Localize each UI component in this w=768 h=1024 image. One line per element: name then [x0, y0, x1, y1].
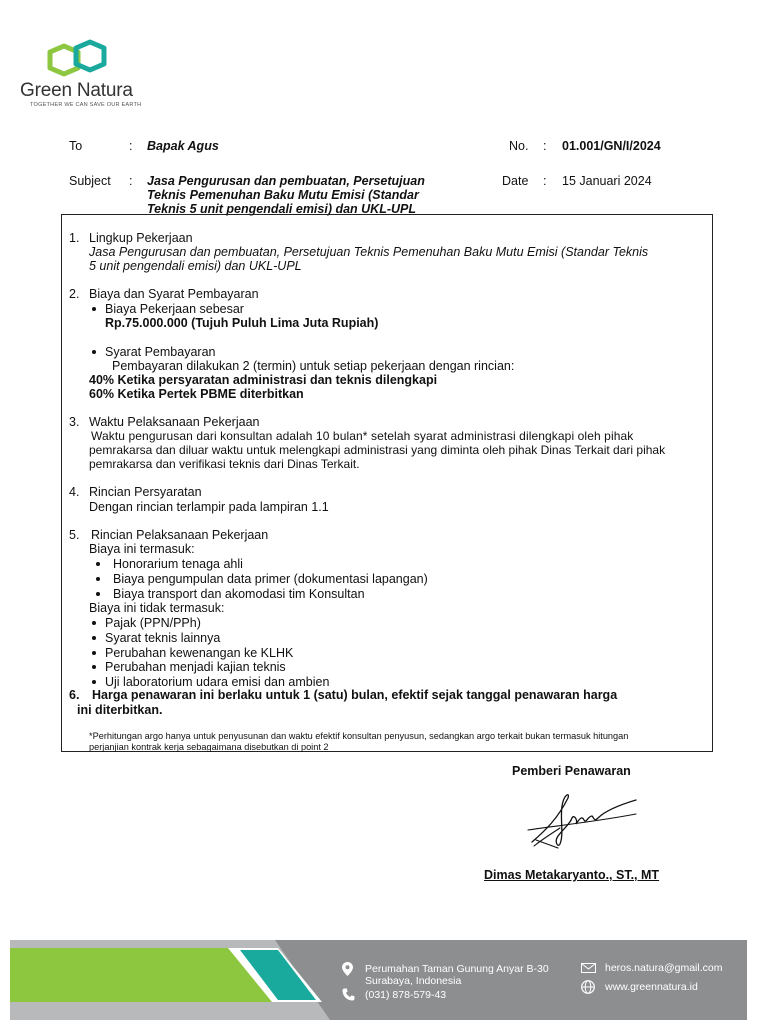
subject-label: Subject: [69, 174, 111, 188]
signer-name: Dimas Metakaryanto., ST., MT: [484, 868, 660, 882]
section-1-title: Lingkup Pekerjaan: [89, 231, 193, 245]
to-value: Bapak Agus: [147, 139, 219, 153]
bullet-dot: [92, 621, 96, 625]
section-5-number: 5.: [69, 528, 80, 542]
section-3-line-1: Waktu pengurusan dari konsultan adalah 10 bulan* setelah syarat administrasi dilengkapi oleh pihak: [91, 429, 634, 443]
footer-address-line-1: Perumahan Taman Gunung Anyar B-30: [365, 963, 549, 975]
footer-website: www.greennatura.id: [605, 981, 698, 993]
included-item: Biaya transport dan akomodasi tim Konsultan: [113, 587, 365, 601]
bullet-dot: [92, 636, 96, 640]
excluded-item: Syarat teknis lainnya: [105, 631, 221, 645]
section-1-number: 1.: [69, 231, 80, 245]
green-natura-logo-mark: [46, 38, 108, 80]
excluded-item: Perubahan menjadi kajian teknis: [105, 660, 286, 674]
logo-tagline: TOGETHER WE CAN SAVE OUR EARTH: [30, 102, 142, 108]
bullet-dot: [96, 577, 100, 581]
section-1-line-1: Jasa Pengurusan dan pembuatan, Persetujuan Teknis Pemenuhan Baku Mutu Emisi (Standar Teknis: [89, 245, 649, 259]
section-4-text: Dengan rincian terlampir pada lampiran 1.1: [89, 500, 329, 514]
phone-icon: [342, 988, 355, 1001]
payment-term-1: 40% Ketika persyaratan administrasi dan teknis dilengkapi: [89, 373, 438, 387]
footer-email: heros.natura@gmail.com: [605, 962, 723, 974]
section-3-line-3: pemrakarsa dan verifikasi teknis dari Dinas Terkait.: [89, 457, 360, 471]
no-label: No.: [509, 139, 529, 153]
to-colon: :: [129, 139, 133, 153]
bullet-dot: [92, 307, 96, 311]
date-value: 15 Januari 2024: [562, 174, 652, 188]
section-3-number: 3.: [69, 415, 80, 429]
subject-line-2: Teknis Pemenuhan Baku Mutu Emisi (Standar: [147, 188, 419, 202]
signer-title: Pemberi Penawaran: [512, 764, 631, 778]
date-label: Date: [502, 174, 529, 188]
bullet-dot: [92, 680, 96, 684]
section-5-title: Rincian Pelaksanaan Pekerjaan: [91, 528, 269, 542]
excluded-label: Biaya ini tidak termasuk:: [89, 601, 225, 615]
bullet-dot: [92, 665, 96, 669]
section-2-title: Biaya dan Syarat Pembayaran: [89, 287, 259, 301]
section-6-line-1: Harga penawaran ini berlaku untuk 1 (satu) bulan, efektif sejak tanggal penawaran harga: [92, 688, 618, 702]
section-6-number: 6.: [69, 688, 80, 702]
footer-phone: (031) 878-579-43: [365, 989, 447, 1001]
bullet-dot: [96, 592, 100, 596]
excluded-item: Uji laboratorium udara emisi dan ambien: [105, 675, 330, 689]
cost-amount: Rp.75.000.000 (Tujuh Puluh Lima Juta Rupiah): [105, 316, 379, 330]
excluded-item: Pajak (PPN/PPh): [105, 616, 201, 630]
section-3-title: Waktu Pelaksanaan Pekerjaan: [89, 415, 260, 429]
footnote-line-1: *Perhitungan argo hanya untuk penyusunan dan waktu efektif konsultan penyusun, sedangkan argo terkait bukan termasuk hitungan: [89, 731, 629, 741]
bullet-dot: [92, 350, 96, 354]
no-colon: :: [543, 139, 547, 153]
logo-name: Green Natura: [20, 80, 133, 101]
location-pin-icon: [342, 962, 353, 976]
footer-address-line-2: Surabaya, Indonesia: [365, 975, 462, 987]
handwritten-signature: [524, 782, 642, 854]
globe-icon: [581, 980, 595, 994]
section-1-line-2: 5 unit pengendali emisi) dan UKL-UPL: [89, 259, 302, 273]
no-value: 01.001/GN/I/2024: [562, 139, 661, 153]
subject-line-1: Jasa Pengurusan dan pembuatan, Persetujuan: [147, 174, 425, 188]
included-label: Biaya ini termasuk:: [89, 542, 195, 556]
section-3-line-2: pemrakarsa dan diluar waktu untuk melengkapi administrasi yang diminta oleh pihak Dinas Terkait dari pihak: [89, 443, 666, 457]
section-4-number: 4.: [69, 485, 80, 499]
to-label: To: [69, 139, 83, 153]
bullet-dot: [92, 651, 96, 655]
payment-terms-label: Syarat Pembayaran: [105, 345, 216, 359]
email-icon: [581, 963, 596, 973]
cost-label: Biaya Pekerjaan sebesar: [105, 302, 244, 316]
footnote-line-2: perjanjian kontrak kerja sebagaimana disebutkan di point 2: [89, 742, 329, 752]
section-6-line-2: ini diterbitkan.: [77, 703, 163, 717]
payment-terms-intro: Pembayaran dilakukan 2 (termin) untuk setiap pekerjaan dengan rincian:: [112, 359, 515, 373]
subject-line-3: Teknis 5 unit pengendali emisi) dan UKL-UPL: [147, 202, 417, 216]
payment-term-2: 60% Ketika Pertek PBME diterbitkan: [89, 387, 304, 401]
date-colon: :: [543, 174, 547, 188]
section-2-number: 2.: [69, 287, 80, 301]
subject-colon: :: [129, 174, 133, 188]
included-item: Honorarium tenaga ahli: [113, 557, 243, 571]
section-4-title: Rincian Persyaratan: [89, 485, 202, 499]
excluded-item: Perubahan kewenangan ke KLHK: [105, 646, 294, 660]
bullet-dot: [96, 562, 100, 566]
included-item: Biaya pengumpulan data primer (dokumentasi lapangan): [113, 572, 428, 586]
